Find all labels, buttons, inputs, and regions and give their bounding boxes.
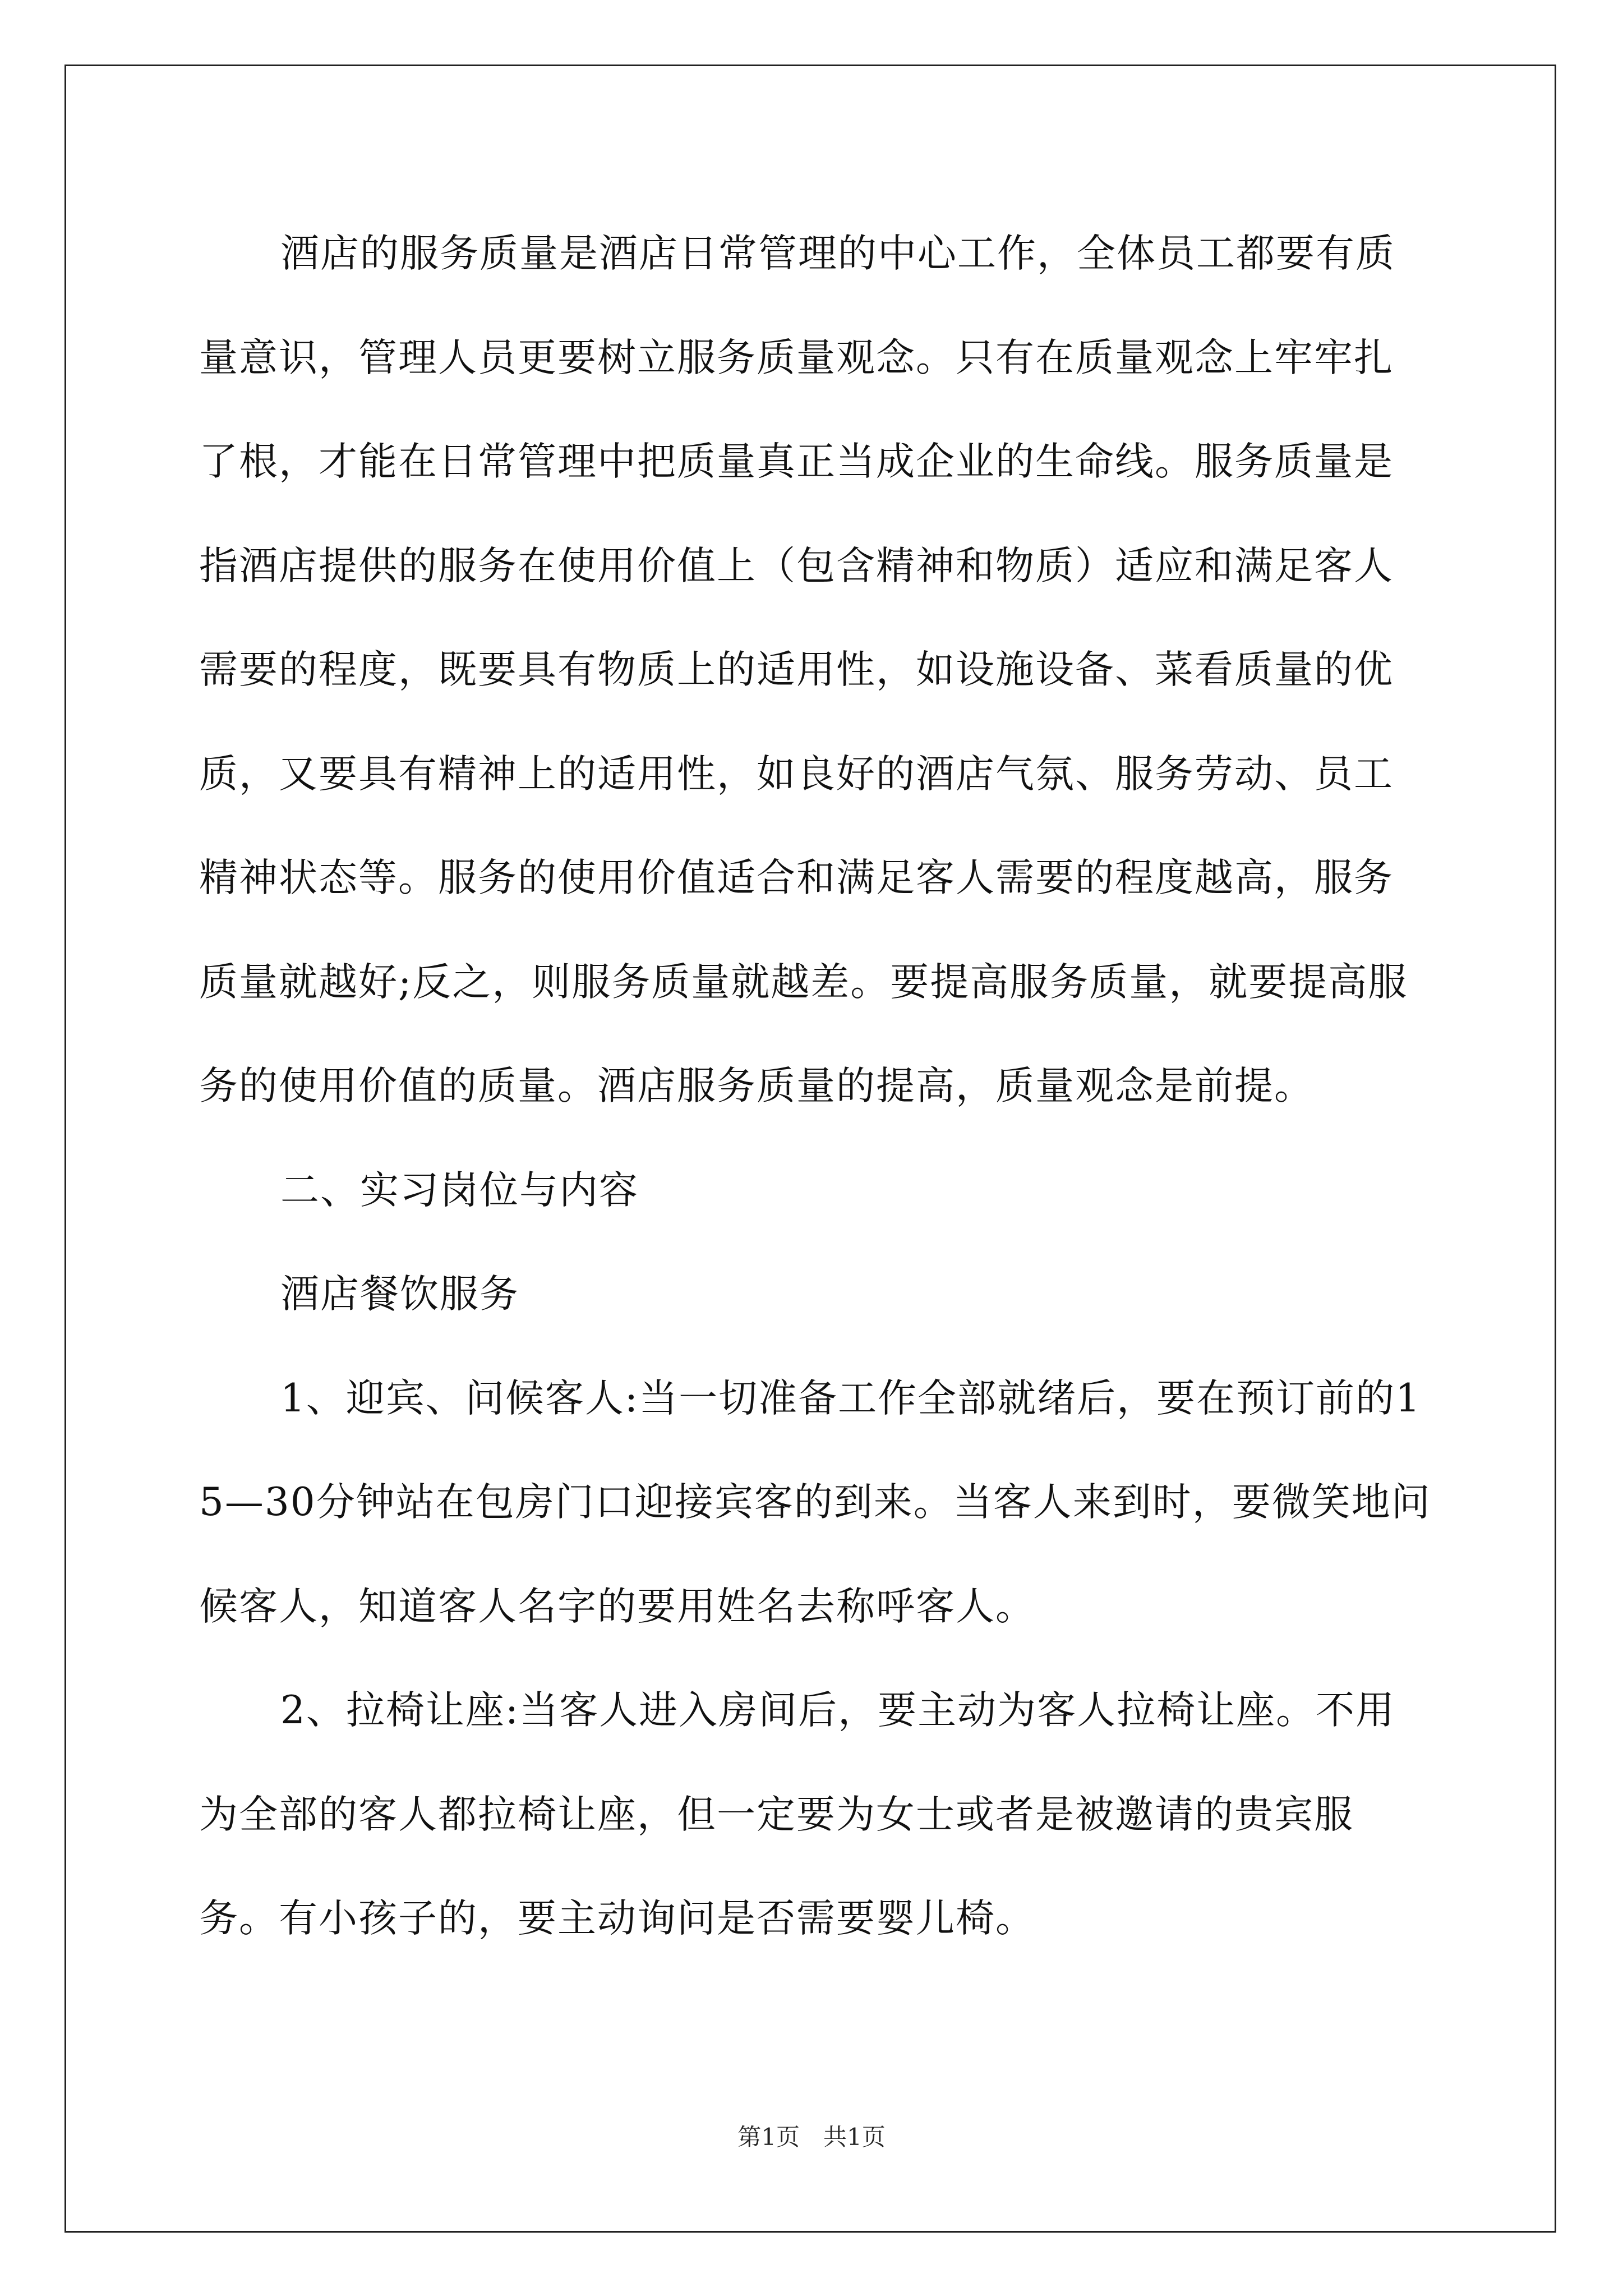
document-body — [199, 202, 1433, 1971]
section-heading-internship: 二、实习岗位与内容 — [280, 1167, 639, 1213]
paragraph-greeting-guests: 1、迎宾、问候客人:当一切准备工作全部就绪后，要在预订前的15—30分钟站在包房门口迎接宾客的到来。当客人来到时，要微笑地问候客人，知道客人名字的要用姓名去称呼客人。 — [199, 1375, 1431, 1629]
page-number-footer: 第1页 共1页 — [737, 2123, 886, 2151]
subheading-catering-service: 酒店餐饮服务 — [280, 1272, 519, 1317]
paragraph-seating-guests: 2、拉椅让座:当客人进入房间后，要主动为客人拉椅让座。不用为全部的客人都拉椅让座，但一定要为女士或者是被邀请的贵宾服务。有小孩子的，要主动询问是否需要婴儿椅。 — [199, 1688, 1396, 1941]
paragraph-service-quality: 酒店的服务质量是酒店日常管理的中心工作，全体员工都要有质量意识，管理人员更要树立服务质量观念。只有在质量观念上牢牢扎了根，才能在日常管理中把质量真正当成企业的生命线。服务质量是指酒店提供的服务在使用价值上（包含精神和物质）适应和满足客人需要的程度，既要具有物质上的适用性，如设施设备、菜看质量的优质，又要具有精神上的适用性，如良好的酒店气氛、服务劳动、员工精神状态等。服务的使用价值适合和满足客人需要的程度越高，服务质量就越好;反之，则服务质量就越差。要提高服务质量，就要提高服务的使用价值的质量。酒店服务质量的提高，质量观念是前提。 — [199, 231, 1408, 1108]
